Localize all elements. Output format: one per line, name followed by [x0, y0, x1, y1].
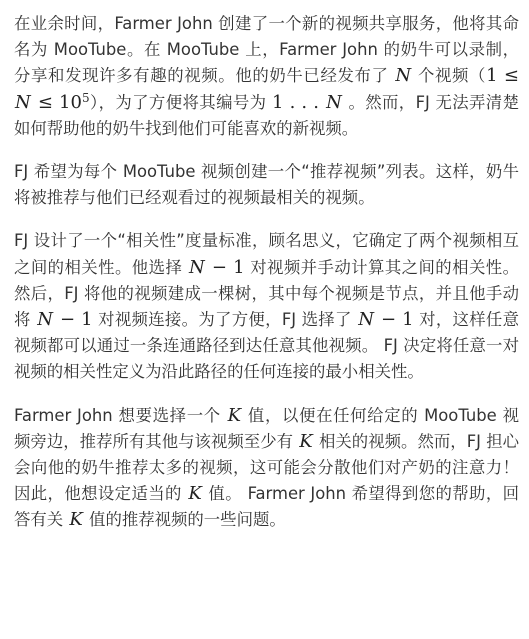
text-run: 值。 Farmer John 希望得到您的帮助，回答有关 — [14, 484, 519, 530]
text-run: 对视频连接。为了方便，FJ 选择了 — [92, 310, 358, 330]
math-expression: − 1 — [374, 309, 414, 331]
paragraph-relevance-metric — [14, 228, 519, 385]
math-variable: N — [15, 91, 31, 113]
math-variable: N — [395, 65, 412, 87]
text-run: 。然而，FJ 无法弄清楚如何帮助他的奶牛找到他们可能喜欢的新视频。 — [14, 92, 519, 138]
text-run: 相关的视频。然而，FJ 担心会向他的奶牛推荐太多的视频，这可能会分散他们对产奶的注意力！因此，他想设定适当的 — [14, 431, 519, 504]
math-variable: K — [69, 509, 83, 531]
math-variable: N — [188, 256, 205, 278]
text-run: 值的推荐视频的一些问题。 — [83, 510, 286, 530]
math-variable: N — [326, 91, 342, 113]
text-run: FJ 设计了一个“相关性”度量标准，顾名思义，它确定了两个视频相互之间的相关性。他选择 — [14, 231, 519, 277]
math-expression: − 1 — [205, 256, 245, 278]
text-run: 值，以便在任何给定的 MooTube 视频旁边，推荐所有其他与该视频至少有 — [14, 405, 519, 451]
text-run: ），为了方便将其编号为 — [89, 92, 273, 112]
math-variable: K — [188, 483, 202, 505]
text-run: 个视频（ — [412, 66, 487, 86]
math-expression: − 1 — [53, 309, 93, 331]
math-expression: 1 . . . — [272, 91, 326, 113]
text-run: 对视频并手动计算其之间的相关性。然后，FJ 将他的视频建成一棵树，其中每个视频是节点，并且他手动将 — [14, 257, 519, 330]
math-expression: ≤ 10 — [31, 91, 82, 113]
math-variable: N — [358, 309, 374, 331]
text-run: 在业余时间，Farmer John 创建了一个新的视频共享服务，他将其命名为 MooTube。在 MooTube 上，Farmer John 的奶牛可以录制，分享和发现许多有趣的视频。他的奶牛已经发布了 — [14, 14, 519, 86]
math-variable: K — [227, 404, 242, 426]
math-expression: 1 ≤ — [486, 65, 519, 87]
paragraph-intro — [14, 11, 519, 142]
text-run: 对，这样任意视频都可以通过一条连通路径到达任意其他视频。 FJ 决定将任意一对视频的相关性定义为沿此路径的任何连接的最小相关性。 — [14, 310, 520, 382]
math-variable: N — [37, 309, 53, 331]
math-exponent: 5 — [81, 90, 90, 105]
text-run: Farmer John 想要选择一个 — [14, 405, 227, 425]
paragraph-recommendation-list — [14, 159, 519, 211]
paragraph-choose-k — [14, 403, 519, 534]
math-variable: K — [299, 430, 313, 452]
text-run: FJ 希望为每个 MooTube 视频创建一个“推荐视频”列表。这样，奶牛将被推荐与他们已经观看过的视频最相关的视频。 — [14, 162, 519, 208]
